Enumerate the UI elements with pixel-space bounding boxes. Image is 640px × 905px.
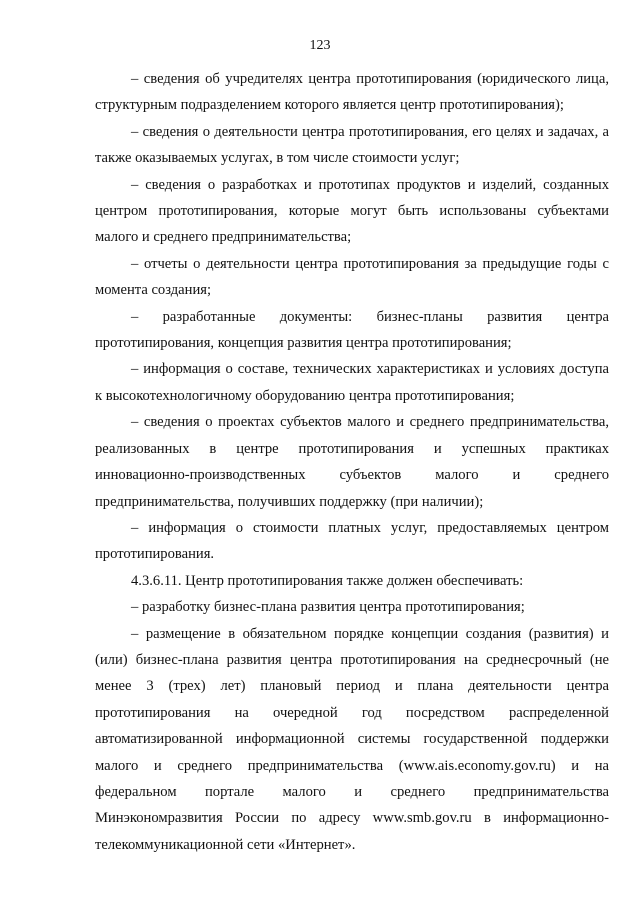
- page-number: 123: [309, 38, 331, 53]
- paragraph-reports: – отчеты о деятельности центра прототипирования за предыдущие годы с момента создания;: [95, 255, 609, 299]
- paragraph-business-plan: – разработку бизнес-плана развития центра прототипирования;: [131, 599, 525, 616]
- paragraph-equipment-info: – информация о составе, технических характеристиках и условиях доступа к высокотехнологичному оборудованию центра прототипирования;: [95, 361, 609, 404]
- paragraph-activity-info: – сведения о деятельности центра прототипирования, его целях и задачах, а также оказываемых услугах, в том числе стоимости услуг;: [95, 123, 609, 167]
- paragraph-section-4-3-6-11: 4.3.6.11. Центр прототипирования также должен обеспечивать:: [131, 572, 524, 589]
- paragraph-developments-info: – сведения о разработках и прототипах продуктов и изделий, созданных центром прототипирования, которые могут быть использованы субъектами малого и среднего предпринимательства;: [95, 176, 609, 246]
- document-body: [95, 66, 609, 858]
- paragraph-developed-documents: – разработанные документы: бизнес-планы развития центра прототипирования, концепция развития центра прототипирования;: [95, 308, 609, 352]
- paragraph-paid-services: – информация о стоимости платных услуг, предоставляемых центром прототипирования.: [95, 519, 609, 563]
- paragraph-founders-info: – сведения об учредителях центра прототипирования (юридического лица, структурным подразделением которого является центр прототипирования);: [95, 71, 609, 114]
- paragraph-publication: – размещение в обязательном порядке концепции создания (развития) и (или) бизнес-плана развития центра прототипирования на среднесрочный (не менее 3 (трех) лет) плановый период и плана деятельности центра прототипирования на очередной год посредством распределенной автоматизированной информационной системы государственной поддержки малого и среднего предпринимательства (www.ais.economy.gov.ru) и на федеральном портале малого и среднего предпринимательства Минэкономразвития России по адресу www.smb.gov.ru в информационно-телекоммуникационной сети «Интернет».: [95, 625, 609, 853]
- paragraph-projects-info: – сведения о проектах субъектов малого и среднего предпринимательства, реализованных в центре прототипирования и успешных практиках инновационно-производственных субъектов малого и среднего предпринимательства, получивших поддержку (при наличии);: [95, 414, 609, 510]
